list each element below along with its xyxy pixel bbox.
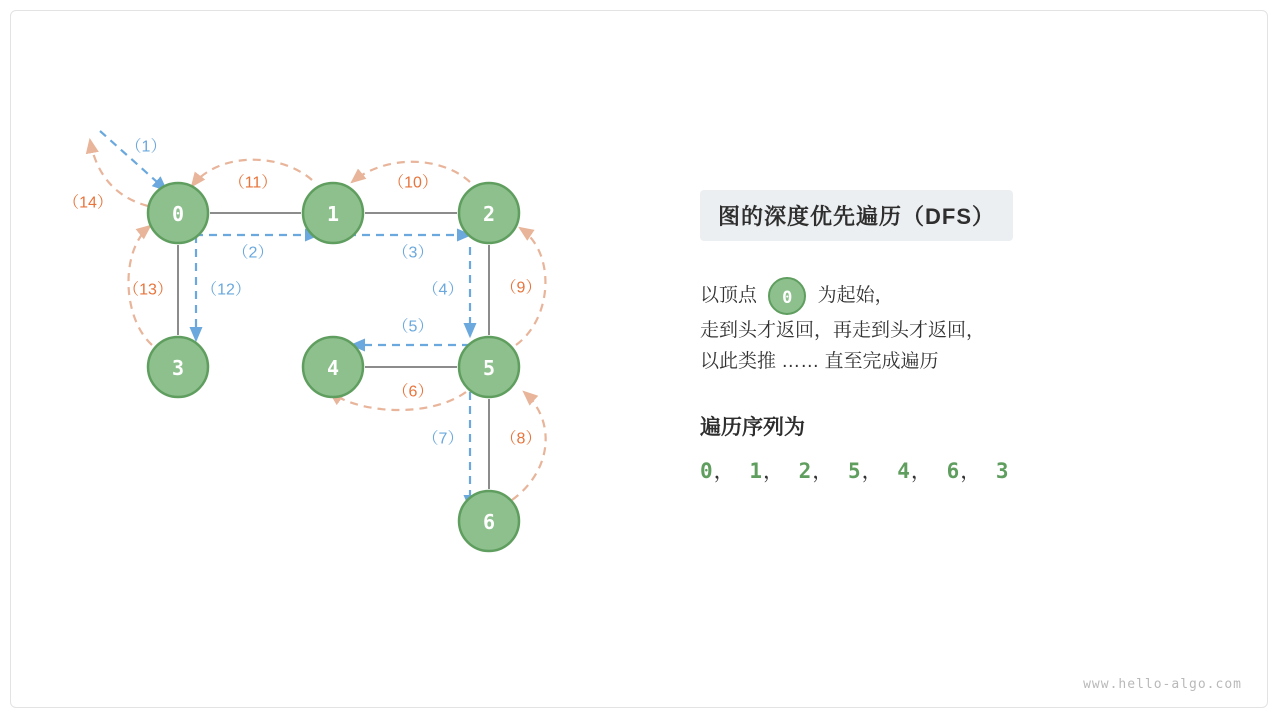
sequence-item-0: 0 [700,459,714,483]
panel-description [700,277,1240,377]
explanation-panel [700,190,1240,485]
graph-nodes [148,183,519,551]
step-label-12: （12） [201,281,251,299]
sequence-values [700,455,1240,485]
step-label-8: （8） [500,430,542,448]
step-label-2: （2） [232,244,274,262]
sequence-sep-2: ， [812,459,835,483]
description-prefix: 以顶点 [700,285,758,307]
step-label-6: （6） [392,383,434,401]
step-label-9: （9） [500,279,542,297]
graph-node-5-label: 5 [482,356,496,380]
description-line-1 [700,277,1240,315]
graph-node-6[interactable] [459,491,519,551]
sequence-item-5: 6 [946,459,961,483]
description-line-3: 以此类推 …… 直至完成遍历 [700,351,939,372]
sequence-item-4: 4 [897,459,911,483]
graph-node-2-label: 2 [482,202,496,226]
graph-node-2[interactable] [459,183,519,243]
sequence-sep-1: ， [762,459,785,483]
graph-node-0[interactable] [148,183,208,243]
graph-node-3[interactable] [148,337,208,397]
step-label-10: （10） [388,174,438,192]
graph-node-5[interactable] [459,337,519,397]
sequence-item-2: 2 [798,459,813,483]
graph-node-3-label: 3 [171,356,185,380]
sequence-item-1: 1 [749,459,763,483]
description-line-2: 走到头才返回，再走到头才返回， [700,320,986,341]
sequence-sep-0: ， [713,459,736,483]
step-label-13: （13） [123,281,173,299]
panel-title-container [700,190,1013,241]
sequence-item-6: 3 [995,459,1010,483]
step-label-1: （1） [125,138,167,156]
step-label-14: （14） [63,194,113,212]
graph-node-4-label: 4 [326,356,340,380]
graph-node-1[interactable] [303,183,363,243]
graph-node-0-label: 0 [171,202,185,226]
sequence-item-3: 5 [847,459,862,483]
sequence-sep-5: ， [960,459,983,483]
graph-node-1-label: 1 [326,202,340,226]
description-suffix: 为起始， [817,285,894,307]
start-node-badge: 0 [768,277,806,315]
step-label-5: （5） [392,318,434,336]
step-label-11: （11） [228,174,278,192]
panel-title: 图的深度优先遍历（DFS） [718,204,996,229]
graph-node-4[interactable] [303,337,363,397]
sequence-sep-3: ， [861,459,884,483]
step-label-3: （3） [392,244,434,262]
watermark: www.hello-algo.com [1083,677,1242,692]
step-label-4: （4） [422,281,464,299]
sequence-title: 遍历序列为 [700,416,805,439]
graph-node-6-label: 6 [482,510,496,534]
step-label-7: （7） [422,430,464,448]
sequence-sep-4: ， [910,459,933,483]
